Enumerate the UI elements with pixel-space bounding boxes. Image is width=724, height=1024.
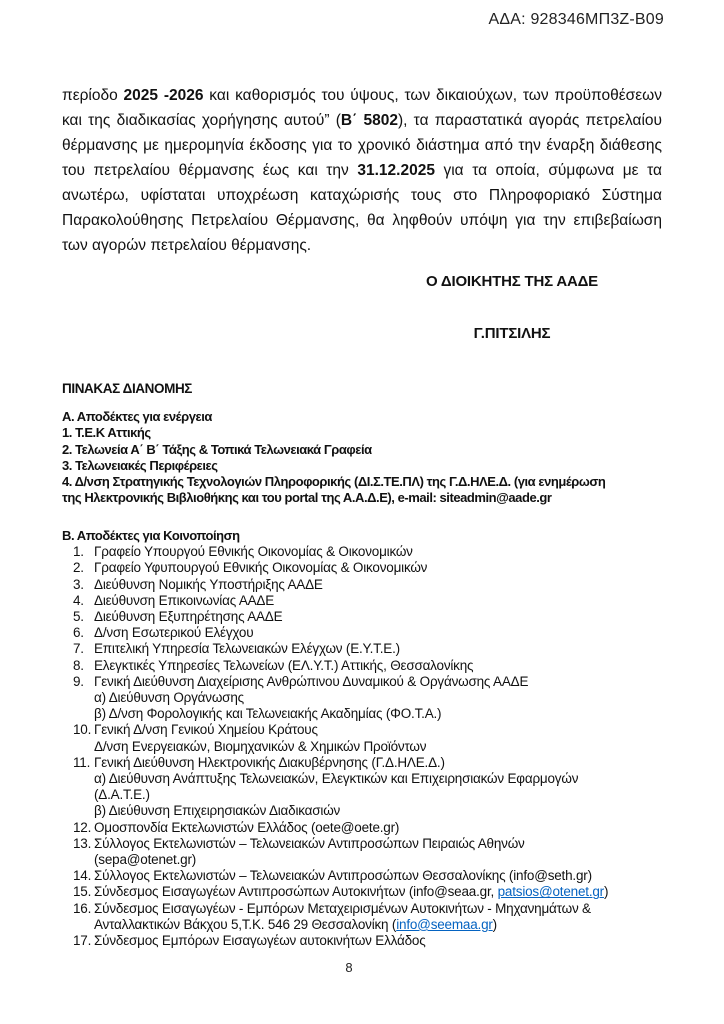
list-item-text: [94, 836, 710, 868]
list-item-line: Γενική Δ/νση Γενικού Χημείου Κράτους: [94, 722, 318, 738]
section-a-item: της Ηλεκτρονικής Βιβλιοθήκης και του portal της Α.Α.Δ.Ε), e-mail: siteadmin@aade.gr: [62, 490, 552, 506]
list-item-line: Γενική Διεύθυνση Διαχείρισης Ανθρώπινου Δυναμικού & Οργάνωσης ΑΑΔΕ: [94, 673, 529, 689]
list-item-text: [94, 560, 710, 576]
list-item-line: (Δ.Α.Τ.Ε.): [94, 787, 150, 803]
list-item-number: 13.: [73, 835, 92, 851]
distribution-list-item: [62, 755, 710, 820]
distribution-list-item: [62, 560, 710, 576]
list-item-text: [94, 658, 710, 674]
distribution-list-item: [62, 674, 710, 723]
section-b-header: Β. Αποδέκτες για Κοινοποίηση: [62, 528, 240, 543]
distribution-list-item: [62, 641, 710, 657]
list-item-number: 14.: [73, 868, 92, 884]
distribution-list-item: [62, 625, 710, 641]
list-item-number: 4.: [73, 592, 84, 608]
list-item-text: [94, 884, 710, 900]
list-item-number: 8.: [73, 657, 84, 673]
list-item-text: [94, 593, 710, 609]
section-a-item: 4. Δ/νση Στρατηγικής Τεχνολογιών Πληροφορικής (ΔΙ.Σ.ΤΕ.ΠΛ) της Γ.Δ.ΗΛΕ.Δ. (για ενημέρωση: [62, 474, 606, 490]
distribution-list-item: [62, 901, 710, 933]
section-a-item: 2. Τελωνεία Α΄ Β΄ Τάξης & Τοπικά Τελωνειακά Γραφεία: [62, 441, 372, 457]
email-link[interactable]: patsios@otenet.gr: [497, 884, 604, 900]
distribution-list-item: [62, 868, 710, 884]
distribution-list-item: [62, 577, 710, 593]
list-item-line: α) Διεύθυνση Ανάπτυξης Τελωνειακών, Ελεγκτικών και Επιχειρησιακών Εφαρμογών: [94, 771, 579, 787]
list-item-line: Σύλλογος Εκτελωνιστών – Τελωνειακών Αντιπροσώπων Θεσσαλονίκης (info@seth.gr): [94, 868, 592, 884]
list-item-line: Ανταλλακτικών Βάκχου 5,Τ.Κ. 546 29 Θεσσαλονίκη (info@seemaa.gr): [94, 916, 497, 932]
list-item-line: Δ/νση Εσωτερικού Ελέγχου: [94, 625, 254, 641]
section-a-header: Α. Αποδέκτες για ενέργεια: [62, 409, 212, 424]
list-item-number: 7.: [73, 641, 84, 657]
list-item-line: β) Διεύθυνση Επιχειρησιακών Διαδικασιών: [94, 803, 341, 819]
list-item-text: [94, 625, 710, 641]
list-item-line: Σύνδεσμος Εμπόρων Εισαγωγέων αυτοκινήτων Ελλάδος: [94, 933, 426, 949]
list-item-text: [94, 641, 710, 657]
distribution-list-item: [62, 933, 710, 949]
section-a-item: 1. Τ.Ε.Κ Αττικής: [62, 425, 151, 441]
list-item-text: [94, 868, 710, 884]
distribution-list-item: [62, 609, 710, 625]
list-item-line: Διεύθυνση Επικοινωνίας ΑΑΔΕ: [94, 592, 275, 608]
page-number: 8: [345, 960, 353, 975]
section-a-list: [62, 409, 702, 507]
list-item-text: [94, 933, 710, 949]
list-item-text: [94, 820, 710, 836]
list-item-line: Διεύθυνση Νομικής Υποστήριξης ΑΑΔΕ: [94, 576, 323, 592]
email-link[interactable]: info@seemaa.gr: [396, 916, 493, 932]
list-item-number: 12.: [73, 819, 92, 835]
list-item-number: 9.: [73, 673, 84, 689]
list-item-line: β) Δ/νση Φορολογικής και Τελωνειακής Ακαδημίας (ΦΟ.Τ.Α.): [94, 706, 442, 722]
list-item-text: [94, 722, 710, 754]
list-item-text: [94, 577, 710, 593]
list-item-text: [94, 755, 710, 820]
section-b-list: [62, 528, 710, 949]
list-item-line: Ελεγκτικές Υπηρεσίες Τελωνείων (ΕΛ.Υ.Τ.) Αττικής, Θεσσαλονίκης: [94, 657, 474, 673]
distribution-list-item: [62, 820, 710, 836]
distribution-list-item: [62, 658, 710, 674]
list-item-number: 2.: [73, 560, 84, 576]
list-item-line: Σύνδεσμος Εισαγωγέων - Εμπόρων Μεταχειρισμένων Αυτοκινήτων - Μηχανημάτων &: [94, 900, 591, 916]
main-paragraph: περίοδο 2025 -2026 και καθορισμός του ύψους, των δικαιούχων, των προϋποθέσεων και της διαδικασίας χορήγησης αυτού” (Β΄ 5802), τα παραστατικά αγοράς πετρελαίου θέρμανσης με ημερομηνία έκδοσης για το χρονικό διάστημα από την έναρξη διάθεσης του πετρελαίου θέρμανσης έως και την 31.12.2025 για τα οποία, σύμφωνα με τα ανωτέρω, υφίσταται υποχρέωση καταχώρισής τους στο Πληροφοριακό Σύστημα Παρακολούθησης Πετρελαίου Θέρμανσης, θα ληφθούν υπόψη για την επιβεβαίωση των αγορών πετρελαίου θέρμανσης.: [62, 87, 662, 254]
ada-number: ΑΔΑ: 928346ΜΠ3Ζ-Β09: [488, 11, 664, 28]
list-item-number: 10.: [73, 722, 92, 738]
list-item-line: Σύλλογος Εκτελωνιστών – Τελωνειακών Αντιπροσώπων Πειραιώς Αθηνών: [94, 835, 525, 851]
signature-name: Γ.ΠΙΤΣΙΛΗΣ: [473, 325, 551, 342]
distribution-title: ΠΙΝΑΚΑΣ ΔΙΑΝΟΜΗΣ: [62, 381, 192, 396]
list-item-text: [94, 609, 710, 625]
list-item-line: Επιτελική Υπηρεσία Τελωνειακών Ελέγχων (Ε.Υ.Τ.Ε.): [94, 641, 400, 657]
section-a-item: 3. Τελωνειακές Περιφέρειες: [62, 457, 218, 473]
list-item-number: 15.: [73, 884, 92, 900]
list-item-line: Διεύθυνση Εξυπηρέτησης ΑΑΔΕ: [94, 609, 283, 625]
list-item-line: α) Διεύθυνση Οργάνωσης: [94, 690, 244, 706]
distribution-list-item: [62, 884, 710, 900]
list-item-number: 1.: [73, 544, 84, 560]
signature-title: Ο ΔΙΟΙΚΗΤΗΣ ΤΗΣ ΑΑΔΕ: [426, 273, 598, 290]
distribution-list-item: [62, 544, 710, 560]
list-item-line: Σύνδεσμος Εισαγωγέων Αντιπροσώπων Αυτοκινήτων (info@seaa.gr, patsios@otenet.gr): [94, 884, 609, 900]
list-item-number: 17.: [73, 933, 92, 949]
list-item-number: 11.: [73, 754, 91, 770]
list-item-line: Γραφείο Υπουργού Εθνικής Οικονομίας & Οικονομικών: [94, 544, 413, 560]
distribution-list-item: [62, 836, 710, 868]
list-item-line: Γραφείο Υφυπουργού Εθνικής Οικονομίας & Οικονομικών: [94, 560, 428, 576]
list-item-line: (sepa@otenet.gr): [94, 852, 197, 868]
list-item-line: Δ/νση Ενεργειακών, Βιομηχανικών & Χημικών Προϊόντων: [94, 738, 427, 754]
list-item-number: 5.: [73, 609, 84, 625]
list-item-number: 16.: [73, 900, 92, 916]
distribution-list-item: [62, 593, 710, 609]
distribution-list-item: [62, 722, 710, 754]
list-item-text: [94, 674, 710, 723]
list-item-line: Γενική Διεύθυνση Ηλεκτρονικής Διακυβέρνησης (Γ.Δ.ΗΛΕ.Δ.): [94, 754, 445, 770]
list-item-text: [94, 901, 710, 933]
list-item-line: Ομοσπονδία Εκτελωνιστών Ελλάδος (oete@oete.gr): [94, 819, 400, 835]
list-item-text: [94, 544, 710, 560]
list-item-number: 3.: [73, 576, 84, 592]
list-item-number: 6.: [73, 625, 84, 641]
